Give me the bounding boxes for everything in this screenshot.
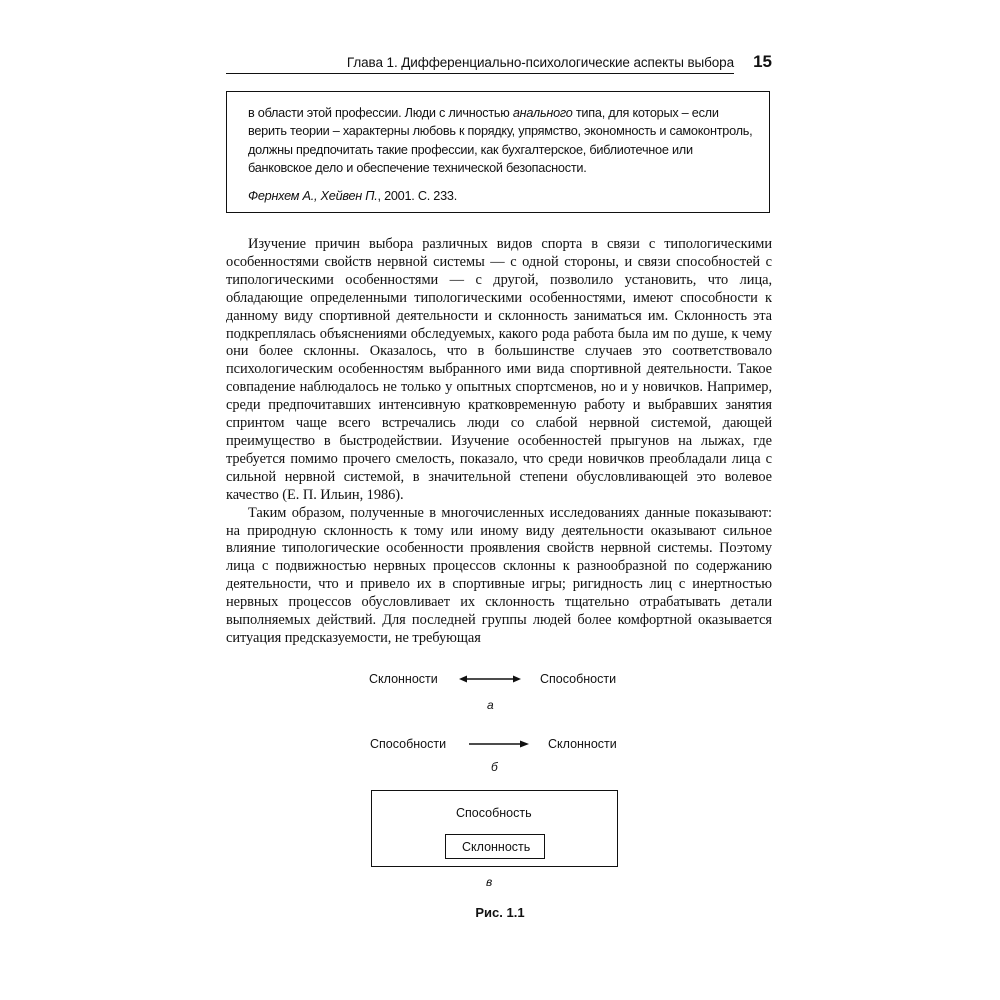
quote-source-rest: , 2001. С. 233.: [377, 189, 457, 204]
figure-c-outer-box: [371, 790, 618, 867]
quote-text: [248, 104, 753, 177]
figure-b-right-label: Склонности: [548, 737, 617, 751]
page-number: 15: [753, 52, 772, 71]
figure-b-left-label: Способности: [370, 737, 447, 751]
running-header: [226, 52, 772, 74]
figure-c-outer-label: Способность: [456, 806, 532, 820]
header-rule: [226, 73, 734, 74]
figure-b-sublabel: б: [491, 760, 498, 774]
figure-a-right-label: Способности: [540, 672, 617, 686]
chapter-title: Глава 1. Дифференциально-психологические аспекты выбора: [346, 55, 734, 70]
body-text: [226, 236, 772, 648]
figure-a-left-label: Склонности: [369, 672, 438, 686]
double-arrow-icon: [459, 674, 521, 684]
quote-source: [248, 187, 753, 205]
arrow-right-icon: [469, 739, 529, 749]
figure-caption-text: Рис. 1.1: [475, 905, 525, 920]
quote-box: [226, 91, 770, 213]
figure-c-inner-label: Склонность: [462, 840, 531, 854]
quote-italic-word: анального: [512, 106, 573, 120]
paragraph-2: Таким образом, полученные в многочисленных исследованиях данные показывают: на природную склонность к тому или иному виду деятельности оказывают сильное влияние типологические особенности проявления свойств нервной системы. Поэтому лица с подвижностью нервных процессов склонны к разнообразной по содержанию деятельности, что и привело их в спортивные игры; ригидность лиц с инертностью нервных процессов обусловливает их склонность тщательно отрабатывать детали выполняемых действий. Для последней группы людей более комфортной оказывается ситуация предсказуемости, не требующая: [226, 504, 772, 646]
figure-caption: [0, 905, 1000, 920]
paragraph-1: Изучение причин выбора различных видов спорта в связи с типологическими особенностями свойств нервной системы — с одной стороны, и связи способностей с типологическими особенностями — с другой, позволило установить, что лица, обладающие определенными типологическими особенностями, имеют способности к данному виду спортивной деятельности и склонность заниматься им. Склонность эта подкреплялась объяснениями обследуемых, какого рода работа была им по душе, к чему они более склонны. Оказалось, что в большинстве случаев это соответствовало психологическим особенностям выбранного ими вида спортивной деятельности. Такое совпадение наблюдалось не только у опытных спортсменов, но и у новичков. Например, среди предпочитавших интенсивную кратковременную работу и выбравших занятия спринтом чаще всего встречались люди со слабой нервной системой, дающей преимущество в быстродействии. Изучение особенностей прыгунов на лыжах, где требуется помимо прочего смелость, показало, что среди новичков преобладали лица с сильной нервной системой, в значительной степени обусловливающей это волевое качество (Е. П. Ильин, 1986).: [226, 236, 772, 503]
figure-a-sublabel: а: [487, 698, 494, 712]
quote-text-part-1: в области этой профессии. Люди с личностью: [248, 106, 513, 120]
quote-source-authors: Фернхем А., Хейвен П.: [248, 189, 378, 204]
figure-c-inner-box: [445, 834, 545, 859]
figure-c-sublabel: в: [486, 875, 493, 889]
quote-text-part-2: типа, для которых – если верить теории – характерны любовь к порядку, упрямство, экономность и самоконтроль, должны предпочитать такие профессии, как бухгалтерское, библиотечное или банковское дело и обеспечение технической безопасности.: [248, 106, 753, 175]
